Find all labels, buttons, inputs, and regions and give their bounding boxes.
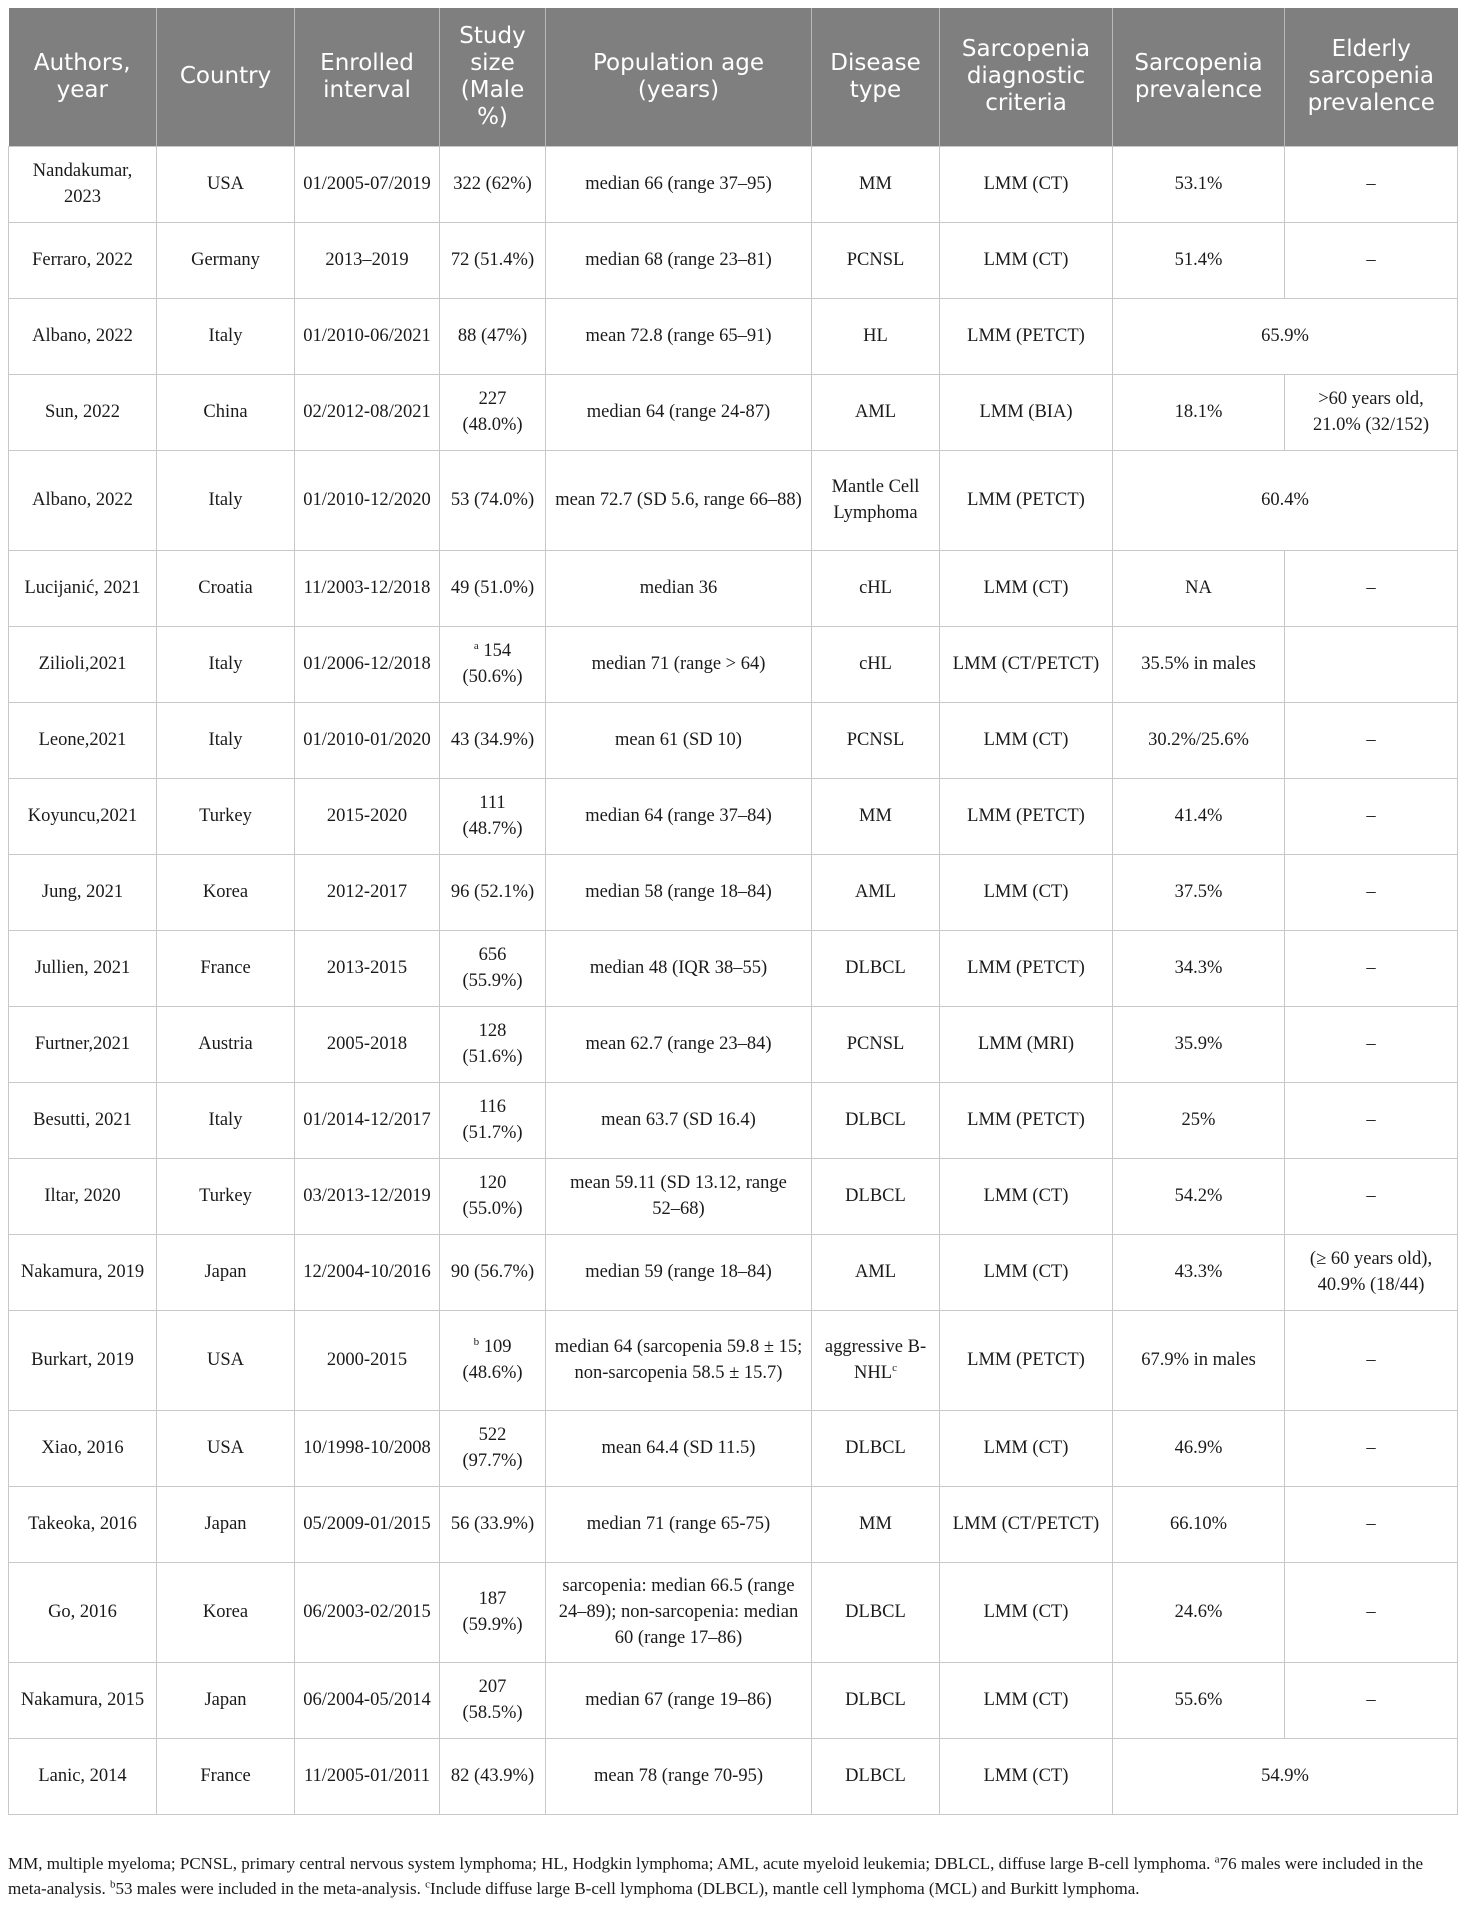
cell-diagnostic-criteria: LMM (CT) [940, 222, 1113, 298]
cell-disease-type [812, 298, 940, 374]
cell-diagnostic-criteria: LMM (CT) [940, 1234, 1113, 1310]
study-size-value: 96 (52.1%) [450, 882, 535, 902]
cell-author-year: Ferraro, 2022 [9, 222, 157, 298]
study-size-value: 53 (74.0%) [450, 490, 535, 510]
cell-country: Italy [157, 626, 295, 702]
cell-disease-type [812, 1562, 940, 1662]
cell-country: Italy [157, 450, 295, 550]
cell-study-size [440, 1234, 546, 1310]
cell-population-age: mean 72.8 (range 65–91) [546, 298, 812, 374]
cell-enrolled-interval: 01/2005-07/2019 [295, 146, 440, 222]
cell-country: Japan [157, 1662, 295, 1738]
cell-diagnostic-criteria: LMM (CT) [940, 1410, 1113, 1486]
cell-enrolled-interval: 01/2006-12/2018 [295, 626, 440, 702]
cell-sarcopenia-prevalence: 51.4% [1113, 222, 1285, 298]
disease-type-value: DLBCL [845, 1602, 906, 1622]
cell-study-size [440, 298, 546, 374]
cell-disease-type [812, 778, 940, 854]
cell-diagnostic-criteria: LMM (PETCT) [940, 298, 1113, 374]
cell-enrolled-interval: 01/2010-06/2021 [295, 298, 440, 374]
cell-author-year: Jullien, 2021 [9, 930, 157, 1006]
cell-study-size [440, 1158, 546, 1234]
footnote-mark-b: b [109, 1878, 116, 1891]
cell-author-year: Leone,2021 [9, 702, 157, 778]
cell-elderly-prevalence: – [1285, 1006, 1458, 1082]
study-size-value: 49 (51.0%) [450, 578, 535, 598]
cell-author-year: Takeoka, 2016 [9, 1486, 157, 1562]
cell-diagnostic-criteria: LMM (PETCT) [940, 450, 1113, 550]
table-row [9, 222, 1458, 298]
cell-author-year: Albano, 2022 [9, 298, 157, 374]
disease-type-value: PCNSL [846, 1034, 905, 1054]
cell-disease-type [812, 550, 940, 626]
cell-study-size [440, 146, 546, 222]
cell-country: Austria [157, 1006, 295, 1082]
study-size-value: 207 (58.5%) [462, 1677, 523, 1723]
cell-elderly-prevalence: – [1285, 1486, 1458, 1562]
cell-population-age: mean 63.7 (SD 16.4) [546, 1082, 812, 1158]
cell-study-size [440, 702, 546, 778]
header-elderly-prevalence: Elderly sarcopenia prevalence [1285, 8, 1458, 146]
cell-country: Turkey [157, 778, 295, 854]
cell-study-size [440, 1006, 546, 1082]
cell-enrolled-interval: 10/1998-10/2008 [295, 1410, 440, 1486]
table-row [9, 854, 1458, 930]
table-container [8, 8, 1457, 1815]
cell-elderly-prevalence: – [1285, 930, 1458, 1006]
disease-type-value: DLBCL [845, 1766, 906, 1786]
cell-diagnostic-criteria: LMM (PETCT) [940, 930, 1113, 1006]
cell-elderly-prevalence [1285, 626, 1458, 702]
disease-type-value: AML [854, 882, 897, 902]
cell-country: Italy [157, 702, 295, 778]
cell-sarcopenia-prevalence: 30.2%/25.6% [1113, 702, 1285, 778]
header-sarcopenia-prevalence: Sarcopenia prevalence [1113, 8, 1285, 146]
disease-type-value: aggressive B-NHL [824, 1337, 927, 1383]
cell-diagnostic-criteria: LMM (CT) [940, 1158, 1113, 1234]
cell-enrolled-interval: 2000-2015 [295, 1310, 440, 1410]
cell-sarcopenia-prevalence: 55.6% [1113, 1662, 1285, 1738]
cell-author-year: Go, 2016 [9, 1562, 157, 1662]
cell-sarcopenia-prevalence: 18.1% [1113, 374, 1285, 450]
cell-elderly-prevalence: – [1285, 1158, 1458, 1234]
cell-sarcopenia-prevalence: 25% [1113, 1082, 1285, 1158]
cell-country: Japan [157, 1486, 295, 1562]
table-body [9, 146, 1458, 1814]
cell-diagnostic-criteria: LMM (CT) [940, 1562, 1113, 1662]
table-row [9, 1310, 1458, 1410]
cell-elderly-prevalence: – [1285, 1410, 1458, 1486]
cell-elderly-prevalence: (≥ 60 years old), 40.9% (18/44) [1285, 1234, 1458, 1310]
cell-country: Croatia [157, 550, 295, 626]
cell-elderly-prevalence: – [1285, 146, 1458, 222]
cell-study-size [440, 1410, 546, 1486]
cell-diagnostic-criteria: LMM (BIA) [940, 374, 1113, 450]
table-row [9, 1234, 1458, 1310]
table-row [9, 1662, 1458, 1738]
cell-enrolled-interval: 2012-2017 [295, 854, 440, 930]
cell-enrolled-interval: 12/2004-10/2016 [295, 1234, 440, 1310]
cell-diagnostic-criteria: LMM (PETCT) [940, 1082, 1113, 1158]
cell-sarcopenia-prevalence: 54.2% [1113, 1158, 1285, 1234]
disease-type-value: MM [859, 1514, 892, 1534]
cell-country: Korea [157, 1562, 295, 1662]
study-size-value: 154 (50.6%) [462, 641, 523, 687]
cell-enrolled-interval: 01/2010-01/2020 [295, 702, 440, 778]
cell-author-year: Lucijanić, 2021 [9, 550, 157, 626]
cell-enrolled-interval: 11/2005-01/2011 [295, 1738, 440, 1814]
cell-sarcopenia-prevalence: 60.4% [1113, 450, 1458, 550]
cell-population-age: median 66 (range 37–95) [546, 146, 812, 222]
table-footnote [8, 1851, 1457, 1901]
cell-author-year: Jung, 2021 [9, 854, 157, 930]
cell-population-age: mean 64.4 (SD 11.5) [546, 1410, 812, 1486]
table-row [9, 1562, 1458, 1662]
footnote-mark-a: a [1214, 1853, 1220, 1866]
cell-elderly-prevalence: – [1285, 222, 1458, 298]
disease-type-value: Mantle Cell Lymphoma [831, 477, 920, 523]
cell-author-year: Iltar, 2020 [9, 1158, 157, 1234]
footnote-abbreviations: MM, multiple myeloma; PCNSL, primary central nervous system lymphoma; HL, Hodgkin lymphoma; AML, acute myeloid leukemia; DBLCL, diffuse large B-cell lymphoma. [8, 1854, 1215, 1873]
study-size-value: 322 (62%) [453, 174, 532, 194]
disease-type-value: MM [859, 806, 892, 826]
cell-population-age: median 58 (range 18–84) [546, 854, 812, 930]
cell-enrolled-interval: 2015-2020 [295, 778, 440, 854]
cell-diagnostic-criteria: LMM (PETCT) [940, 1310, 1113, 1410]
cell-enrolled-interval: 03/2013-12/2019 [295, 1158, 440, 1234]
cell-sarcopenia-prevalence: 34.3% [1113, 930, 1285, 1006]
cell-disease-type [812, 374, 940, 450]
study-size-value: 72 (51.4%) [450, 250, 535, 270]
disease-type-value: PCNSL [846, 250, 905, 270]
cell-author-year: Besutti, 2021 [9, 1082, 157, 1158]
disease-footnote-mark: c [892, 1361, 897, 1374]
disease-type-value: AML [854, 402, 897, 422]
cell-diagnostic-criteria: LMM (CT) [940, 1738, 1113, 1814]
cell-country: France [157, 930, 295, 1006]
cell-population-age: median 64 (sarcopenia 59.8 ± 15; non-sarcopenia 58.5 ± 15.7) [546, 1310, 812, 1410]
table-row [9, 1158, 1458, 1234]
footnote-c: Include diffuse large B-cell lymphoma (DLBCL), mantle cell lymphoma (MCL) and Burkitt lymphoma. [430, 1879, 1140, 1898]
cell-sarcopenia-prevalence: 65.9% [1113, 298, 1458, 374]
cell-country: Japan [157, 1234, 295, 1310]
cell-sarcopenia-prevalence: 54.9% [1113, 1738, 1458, 1814]
cell-disease-type [812, 450, 940, 550]
cell-author-year: Nakamura, 2015 [9, 1662, 157, 1738]
study-size-value: 522 (97.7%) [462, 1425, 523, 1471]
study-size-value: 82 (43.9%) [450, 1766, 535, 1786]
cell-author-year: Nandakumar, 2023 [9, 146, 157, 222]
cell-elderly-prevalence: – [1285, 702, 1458, 778]
cell-author-year: Sun, 2022 [9, 374, 157, 450]
cell-enrolled-interval: 01/2010-12/2020 [295, 450, 440, 550]
cell-study-size [440, 1662, 546, 1738]
cell-disease-type [812, 1310, 940, 1410]
cell-sarcopenia-prevalence: 43.3% [1113, 1234, 1285, 1310]
cell-study-size [440, 222, 546, 298]
cell-disease-type [812, 702, 940, 778]
table-row [9, 702, 1458, 778]
cell-country: Italy [157, 298, 295, 374]
cell-population-age: median 64 (range 24-87) [546, 374, 812, 450]
cell-author-year: Xiao, 2016 [9, 1410, 157, 1486]
cell-diagnostic-criteria: LMM (CT) [940, 146, 1113, 222]
header-study-size: Study size (Male %) [440, 8, 546, 146]
cell-elderly-prevalence: – [1285, 1562, 1458, 1662]
table-row [9, 550, 1458, 626]
cell-author-year: Furtner,2021 [9, 1006, 157, 1082]
cell-disease-type [812, 1410, 940, 1486]
cell-disease-type [812, 1486, 940, 1562]
table-row [9, 626, 1458, 702]
cell-country: USA [157, 1410, 295, 1486]
cell-study-size [440, 626, 546, 702]
cell-study-size [440, 1310, 546, 1410]
study-size-value: 227 (48.0%) [462, 389, 523, 435]
cell-author-year: Zilioli,2021 [9, 626, 157, 702]
disease-type-value: DLBCL [845, 1438, 906, 1458]
cell-study-size [440, 450, 546, 550]
cell-study-size [440, 1082, 546, 1158]
disease-type-value: DLBCL [845, 1110, 906, 1130]
disease-type-value: DLBCL [845, 958, 906, 978]
cell-disease-type [812, 930, 940, 1006]
header-country: Country [157, 8, 295, 146]
cell-population-age: median 48 (IQR 38–55) [546, 930, 812, 1006]
cell-study-size [440, 374, 546, 450]
cell-disease-type [812, 1234, 940, 1310]
study-size-value: 187 (59.9%) [462, 1589, 523, 1635]
cell-author-year: Nakamura, 2019 [9, 1234, 157, 1310]
cell-study-size [440, 1486, 546, 1562]
cell-disease-type [812, 626, 940, 702]
cell-elderly-prevalence: – [1285, 1082, 1458, 1158]
cell-elderly-prevalence: >60 years old, 21.0% (32/152) [1285, 374, 1458, 450]
cell-country: USA [157, 1310, 295, 1410]
cell-enrolled-interval: 06/2004-05/2014 [295, 1662, 440, 1738]
cell-sarcopenia-prevalence: 53.1% [1113, 146, 1285, 222]
cell-population-age: median 59 (range 18–84) [546, 1234, 812, 1310]
cell-author-year: Burkart, 2019 [9, 1310, 157, 1410]
cell-population-age: median 71 (range 65-75) [546, 1486, 812, 1562]
cell-sarcopenia-prevalence: 35.9% [1113, 1006, 1285, 1082]
study-size-value: 56 (33.9%) [450, 1514, 535, 1534]
cell-study-size [440, 550, 546, 626]
cell-enrolled-interval: 2005-2018 [295, 1006, 440, 1082]
table-row [9, 1006, 1458, 1082]
study-size-footnote-mark: b [473, 1335, 480, 1348]
disease-type-value: DLBCL [845, 1186, 906, 1206]
cell-enrolled-interval: 06/2003-02/2015 [295, 1562, 440, 1662]
cell-diagnostic-criteria: LMM (MRI) [940, 1006, 1113, 1082]
cell-sarcopenia-prevalence: 35.5% in males [1113, 626, 1285, 702]
study-size-value: 128 (51.6%) [462, 1021, 523, 1067]
footnote-b: 53 males were included in the meta-analysis. [115, 1879, 426, 1898]
cell-elderly-prevalence: – [1285, 1310, 1458, 1410]
cell-country: Turkey [157, 1158, 295, 1234]
table-row [9, 298, 1458, 374]
cell-enrolled-interval: 2013–2019 [295, 222, 440, 298]
table-row [9, 778, 1458, 854]
cell-country: Germany [157, 222, 295, 298]
sarcopenia-studies-table [8, 8, 1458, 1815]
table-row [9, 1486, 1458, 1562]
disease-type-value: HL [863, 326, 888, 346]
footnote-mark-c: c [425, 1878, 431, 1891]
cell-population-age: mean 78 (range 70-95) [546, 1738, 812, 1814]
cell-population-age: mean 72.7 (SD 5.6, range 66–88) [546, 450, 812, 550]
cell-sarcopenia-prevalence: 67.9% in males [1113, 1310, 1285, 1410]
cell-diagnostic-criteria: LMM (CT) [940, 854, 1113, 930]
cell-population-age: median 64 (range 37–84) [546, 778, 812, 854]
table-row [9, 1738, 1458, 1814]
cell-diagnostic-criteria: LMM (CT/PETCT) [940, 1486, 1113, 1562]
cell-study-size [440, 854, 546, 930]
cell-population-age: median 67 (range 19–86) [546, 1662, 812, 1738]
disease-type-value: PCNSL [846, 730, 905, 750]
cell-disease-type [812, 1082, 940, 1158]
cell-population-age: median 36 [546, 550, 812, 626]
cell-enrolled-interval: 05/2009-01/2015 [295, 1486, 440, 1562]
cell-diagnostic-criteria: LMM (CT) [940, 702, 1113, 778]
table-row [9, 374, 1458, 450]
cell-disease-type [812, 1738, 940, 1814]
cell-country: France [157, 1738, 295, 1814]
cell-study-size [440, 1738, 546, 1814]
cell-elderly-prevalence: – [1285, 550, 1458, 626]
cell-study-size [440, 930, 546, 1006]
cell-diagnostic-criteria: LMM (CT) [940, 1662, 1113, 1738]
table-row [9, 146, 1458, 222]
disease-type-value: cHL [859, 578, 892, 598]
cell-diagnostic-criteria: LMM (PETCT) [940, 778, 1113, 854]
cell-sarcopenia-prevalence: 66.10% [1113, 1486, 1285, 1562]
cell-sarcopenia-prevalence: 41.4% [1113, 778, 1285, 854]
cell-disease-type [812, 146, 940, 222]
cell-country: Italy [157, 1082, 295, 1158]
header-diagnostic-criteria: Sarcopenia diagnostic criteria [940, 8, 1113, 146]
cell-country: Korea [157, 854, 295, 930]
cell-population-age: mean 62.7 (range 23–84) [546, 1006, 812, 1082]
cell-author-year: Albano, 2022 [9, 450, 157, 550]
cell-author-year: Koyuncu,2021 [9, 778, 157, 854]
disease-type-value: AML [854, 1262, 897, 1282]
header-row [9, 8, 1458, 146]
table-row [9, 930, 1458, 1006]
study-size-value: 116 (51.7%) [462, 1097, 523, 1143]
cell-population-age: sarcopenia: median 66.5 (range 24–89); non-sarcopenia: median 60 (range 17–86) [546, 1562, 812, 1662]
cell-sarcopenia-prevalence: 24.6% [1113, 1562, 1285, 1662]
cell-study-size [440, 1562, 546, 1662]
cell-elderly-prevalence: – [1285, 854, 1458, 930]
cell-population-age: median 68 (range 23–81) [546, 222, 812, 298]
header-disease-type: Disease type [812, 8, 940, 146]
cell-disease-type [812, 1662, 940, 1738]
cell-sarcopenia-prevalence: 46.9% [1113, 1410, 1285, 1486]
cell-population-age: median 71 (range > 64) [546, 626, 812, 702]
study-size-value: 43 (34.9%) [450, 730, 535, 750]
table-row [9, 450, 1458, 550]
study-size-value: 120 (55.0%) [462, 1173, 523, 1219]
cell-disease-type [812, 1006, 940, 1082]
cell-disease-type [812, 854, 940, 930]
cell-enrolled-interval: 2013-2015 [295, 930, 440, 1006]
cell-diagnostic-criteria: LMM (CT) [940, 550, 1113, 626]
cell-country: USA [157, 146, 295, 222]
header-enrolled-interval: Enrolled interval [295, 8, 440, 146]
cell-country: China [157, 374, 295, 450]
study-size-value: 88 (47%) [457, 326, 528, 346]
cell-enrolled-interval: 02/2012-08/2021 [295, 374, 440, 450]
table-row [9, 1082, 1458, 1158]
disease-type-value: cHL [859, 654, 892, 674]
table-row [9, 1410, 1458, 1486]
disease-type-value: MM [859, 174, 892, 194]
cell-population-age: mean 61 (SD 10) [546, 702, 812, 778]
study-size-footnote-mark: a [473, 639, 479, 652]
study-size-value: 90 (56.7%) [450, 1262, 535, 1282]
header-authors-year: Authors, year [9, 8, 157, 146]
cell-sarcopenia-prevalence: 37.5% [1113, 854, 1285, 930]
cell-elderly-prevalence: – [1285, 778, 1458, 854]
study-size-value: 111 (48.7%) [462, 793, 523, 839]
header-population-age: Population age (years) [546, 8, 812, 146]
cell-author-year: Lanic, 2014 [9, 1738, 157, 1814]
cell-diagnostic-criteria: LMM (CT/PETCT) [940, 626, 1113, 702]
study-size-value: 109 (48.6%) [462, 1337, 523, 1383]
cell-enrolled-interval: 11/2003-12/2018 [295, 550, 440, 626]
cell-enrolled-interval: 01/2014-12/2017 [295, 1082, 440, 1158]
cell-elderly-prevalence: – [1285, 1662, 1458, 1738]
cell-study-size [440, 778, 546, 854]
cell-disease-type [812, 1158, 940, 1234]
cell-population-age: mean 59.11 (SD 13.12, range 52–68) [546, 1158, 812, 1234]
cell-disease-type [812, 222, 940, 298]
cell-sarcopenia-prevalence: NA [1113, 550, 1285, 626]
footnote-a: 76 males were included in the meta-analysis. [8, 1854, 1424, 1898]
disease-type-value: DLBCL [845, 1690, 906, 1710]
study-size-value: 656 (55.9%) [462, 945, 523, 991]
